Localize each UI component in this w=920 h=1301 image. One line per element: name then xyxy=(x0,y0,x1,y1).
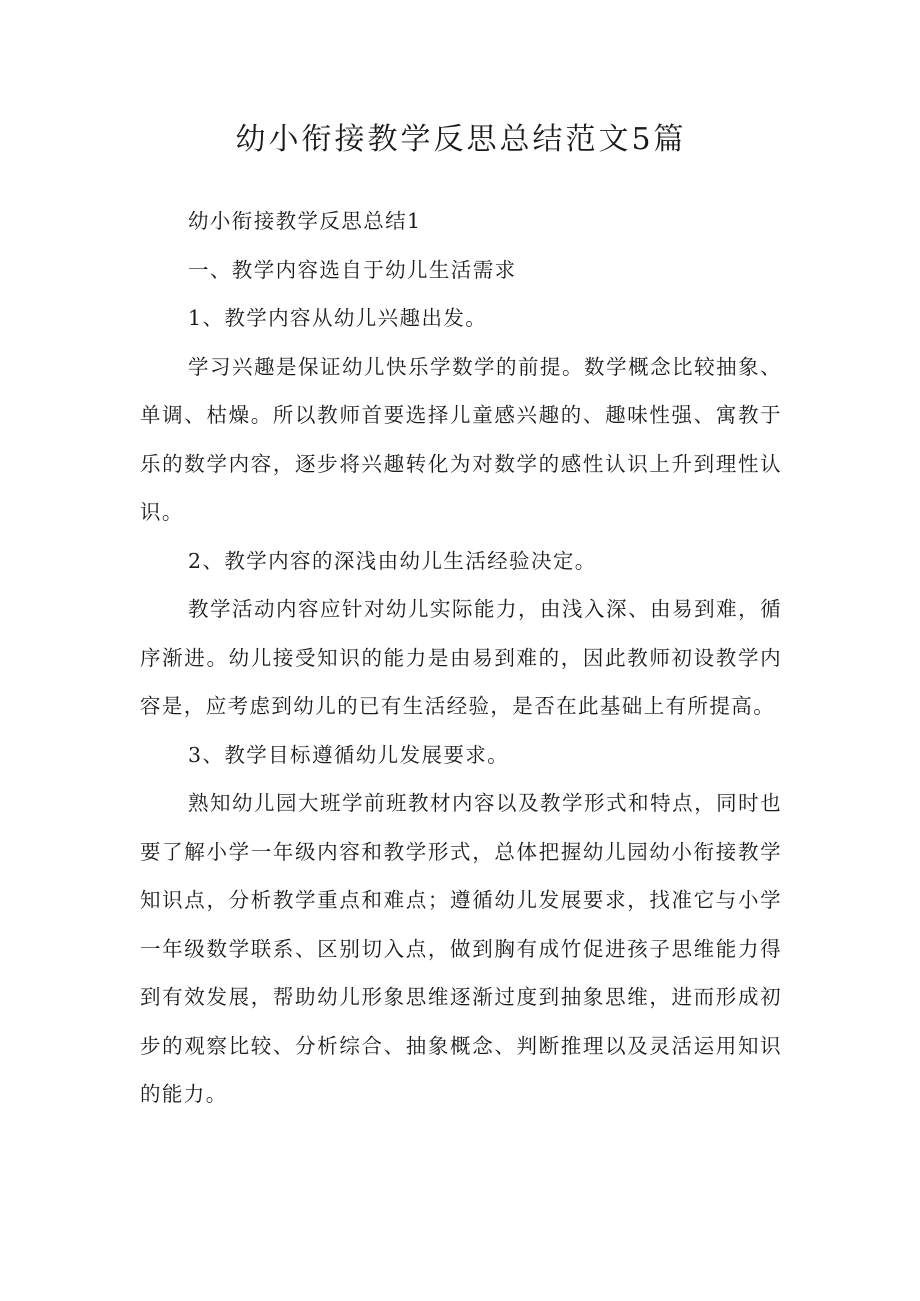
subsection-heading: 一、教学内容选自于幼儿生活需求 xyxy=(188,257,517,282)
section-heading: 幼小衔接教学反思总结1 xyxy=(188,209,422,233)
body-paragraph: 教学活动内容应针对幼儿实际能力，由浅入深、由易到难，循序渐进。幼儿接受知识的能力是由易到难的，因此教师初设教学内容是，应考虑到幼儿的已有生活经验，是否在此基础上有所提高。 xyxy=(140,597,782,718)
document-body xyxy=(140,197,782,1119)
point-heading: 1、教学内容从幼儿兴趣出发。 xyxy=(188,306,488,330)
body-paragraph: 学习兴趣是保证幼儿快乐学数学的前提。数学概念比较抽象、单调、枯燥。所以教师首要选择儿童感兴趣的、趣味性强、寓教于乐的数学内容，逐步将兴趣转化为对数学的感性认识上升到理性认识。 xyxy=(140,354,782,524)
point-heading: 3、教学目标遵循幼儿发展要求。 xyxy=(188,742,510,767)
body-paragraph: 熟知幼儿园大班学前班教材内容以及教学形式和特点，同时也要了解小学一年级内容和教学形式，总体把握幼儿园幼小衔接教学知识点，分析教学重点和难点；遵循幼儿发展要求，找准它与小学一年级数学联系、区别切入点，做到胸有成竹促进孩子思维能力得到有效发展，帮助幼儿形象思维逐渐过度到抽象思维，进而形成初步的观察比较、分析综合、抽象概念、判断推理以及灵活运用知识的能力。 xyxy=(140,791,782,1106)
point-heading: 2、教学内容的深浅由幼儿生活经验决定。 xyxy=(188,548,597,573)
document-title: 幼小衔接教学反思总结范文5篇 xyxy=(235,122,687,157)
